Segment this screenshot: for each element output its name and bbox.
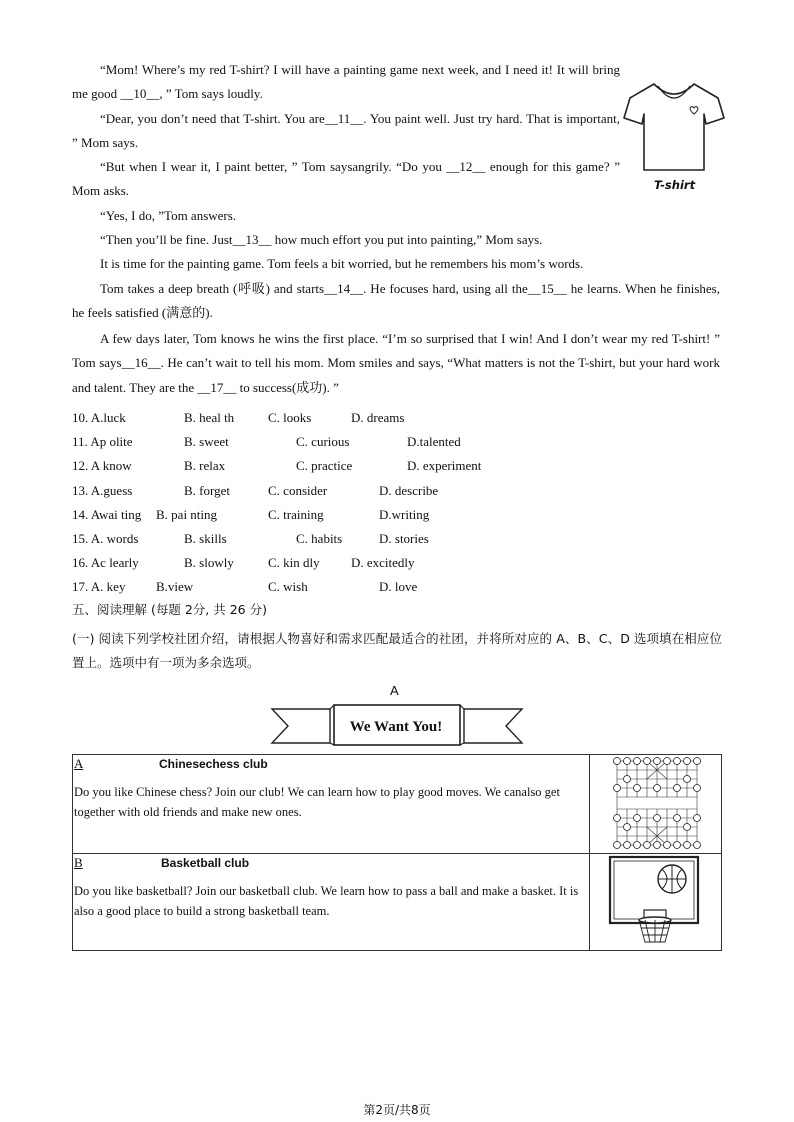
chess-board-icon [590, 755, 720, 849]
option-choice: D. stories [379, 531, 429, 546]
page-footer: 第2页/共8页 [363, 1103, 431, 1117]
club-image-cell [590, 755, 722, 854]
option-choice: B. relax [184, 458, 226, 474]
option-choice: 11. Ap olite [72, 434, 133, 450]
option-choice: C. wish [268, 579, 308, 595]
option-choice: 13. A.guess [72, 482, 133, 498]
section-title: 五、阅读理解 (每题 2分, 共 26 分) [72, 602, 267, 617]
section-instruction: (一) 阅读下列学校社团介绍，请根据人物喜好和需求匹配最适合的社团，并将所对应的 A、B、C、D 选项填在相应位置上。选项中有一项为多余选项。 [72, 631, 722, 670]
option-choice: 10. A.luck [72, 410, 126, 425]
option-choice: 14. Awai ting [72, 506, 142, 522]
passage-paragraph-1: “Mom! Where’s my red T-shirt? I will have a painting game next week, and I need it! It will bring me good __10__, ” Tom says loudly. [72, 62, 620, 102]
option-choice: 17. A. key [72, 579, 126, 595]
option-choice: C. habits [296, 531, 343, 546]
passage-paragraph-2: “Dear, you don’t need that T-shirt. You are__11__. You paint well. Just try hard. That is important, ” Mom says. [72, 111, 620, 151]
club-row [73, 755, 722, 854]
passage-paragraph-4: “Yes, I do, ”Tom answers. [100, 208, 237, 223]
option-choice: D. describe [379, 482, 439, 498]
club-description: Do you like Chinese chess? Join our club! We can learn how to play good moves. We canalso get together with old friends and make new ones. [74, 785, 560, 819]
club-description: Do you like basketball? Join our basketball club. We learn how to pass a ball and make a basket. It is also a good place to build a strong basketball team. [74, 884, 579, 918]
clubs-table [72, 754, 722, 951]
club-image-cell [590, 854, 722, 951]
passage-paragraph-7: Tom takes a deep breath (呼吸) and starts__14__. He focuses hard, using all the__15__ he learns. When he finishes, he feels satisfied (满意的). [72, 281, 720, 321]
tshirt-caption: T-shirt [654, 178, 696, 192]
option-choice: 16. Ac learly [72, 555, 139, 571]
option-choice: B. skills [184, 531, 227, 546]
option-choice: C. looks [268, 410, 312, 425]
option-choice: D. love [379, 579, 418, 595]
club-row [73, 854, 722, 951]
option-choice: C. consider [268, 482, 328, 498]
option-choice: C. kin dly [268, 555, 320, 571]
option-choice: D. excitedly [351, 555, 415, 571]
club-letter: B [74, 855, 83, 870]
option-choice: 12. A know [72, 458, 132, 474]
option-choice: 15. A. words [72, 531, 139, 546]
option-choice: C. practice [296, 458, 353, 474]
option-choice: B. slowly [184, 555, 234, 571]
club-letter: A [74, 756, 84, 771]
option-choice: D.talented [407, 434, 461, 450]
option-choice: B.view [156, 579, 194, 595]
passage-paragraph-3: “But when I wear it, I paint better, ” Tom saysangrily. “Do you __12__ enough for this game? ” Mom asks. [72, 159, 620, 199]
option-choice: D. dreams [351, 410, 405, 425]
option-choice: C. curious [296, 434, 350, 450]
basketball-hoop-icon [590, 854, 720, 946]
passage-paragraph-8: A few days later, Tom knows he wins the first place. “I’m so surprised that I win! And I don’t wear my red T-shirt! ” Tom says__16__. He can’t wait to tell his mom. Mom smiles and says, “What matters is not the T-shirt, but your hard work and talent. They are the __17__ to success(成功). ” [72, 331, 720, 395]
club-text-cell [73, 854, 590, 951]
option-choice: D.writing [379, 506, 430, 522]
option-choice: B. heal th [184, 410, 235, 425]
club-name: Chinesechess club [159, 757, 268, 771]
option-choice: B. pai nting [156, 506, 218, 522]
club-name: Basketball club [161, 856, 250, 870]
passage-paragraph-6: It is time for the painting game. Tom feels a bit worried, but he remembers his mom’s words. [100, 256, 584, 271]
option-choice: D. experiment [407, 458, 482, 474]
club-text-cell [73, 755, 590, 854]
tshirt-icon [622, 78, 726, 178]
banner-title: We Want You! [349, 719, 443, 735]
passage-paragraph-5: “Then you’ll be fine. Just__13__ how much effort you put into painting,” Mom says. [100, 232, 543, 247]
option-choice: B. sweet [184, 434, 229, 450]
option-choice: C. training [268, 506, 324, 522]
passage-label-A: A [390, 683, 399, 698]
option-choice: B. forget [184, 482, 230, 498]
